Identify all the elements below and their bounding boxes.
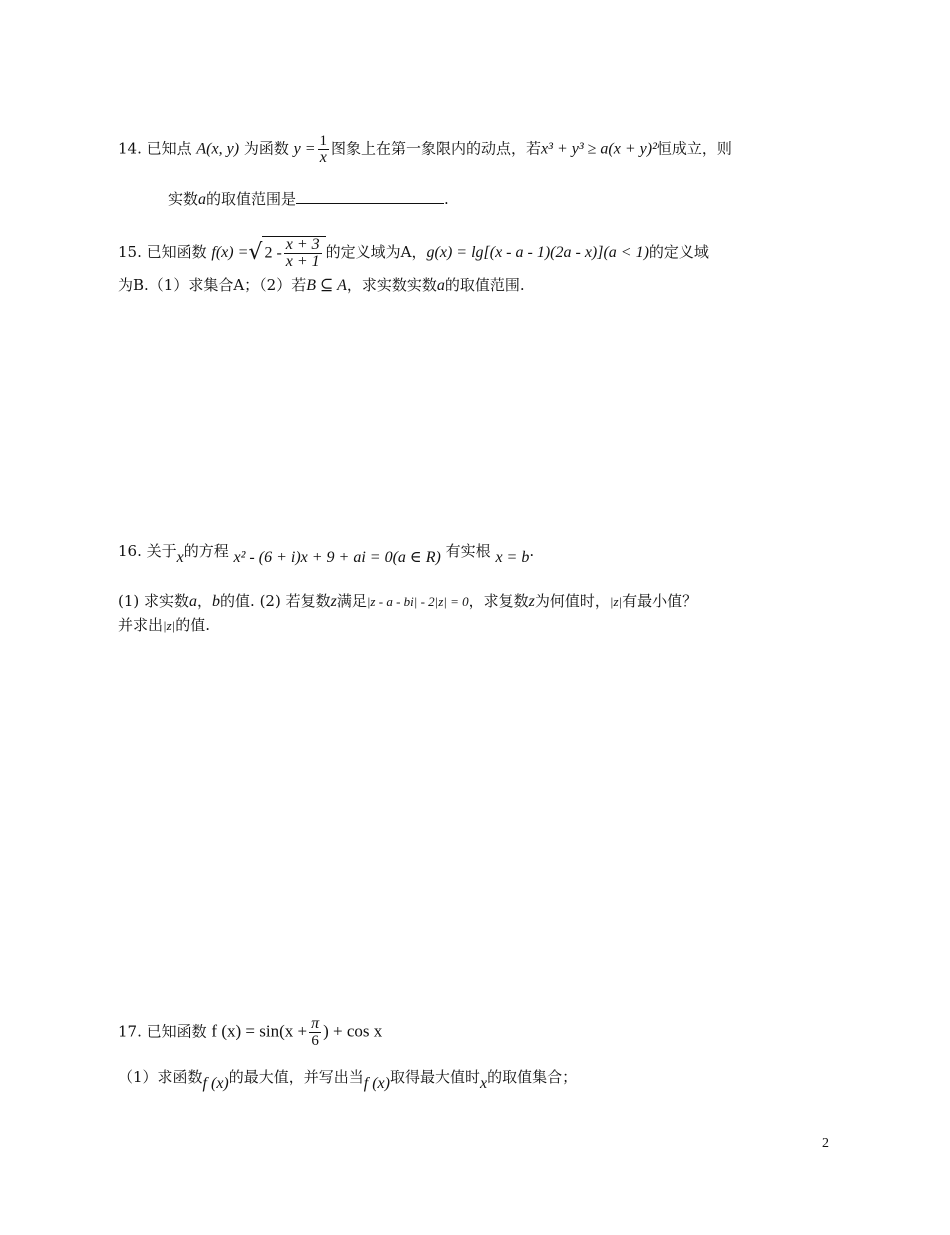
q14-period: . (444, 190, 449, 208)
fraction-numerator: π (311, 1015, 320, 1032)
q14-function-lhs: y = (293, 140, 316, 158)
fraction-denominator: x (319, 149, 327, 166)
q16-text: 的值. (175, 616, 211, 634)
fraction-numerator: 1 (319, 133, 328, 149)
q14-text: 图象上在第一象限内的动点，若 (331, 139, 542, 158)
q14-text: 恒成立，则 (656, 139, 732, 158)
question-14-line-2 (168, 188, 888, 211)
q14-text: 实数 (168, 190, 199, 208)
q15-text: 的取值范围. (444, 276, 525, 294)
q15-text: 的定义域 (648, 243, 709, 261)
q17-text: 的最大值，并写出当 (228, 1068, 364, 1086)
q17-fx: f (x) (202, 1075, 229, 1092)
q16-text: (1) 求实数 (118, 592, 190, 610)
q14-fraction (318, 133, 330, 166)
q16-condition: |z - a - bi| - 2|z| = 0 (366, 594, 469, 609)
q16-text: 有最小值？ (622, 592, 698, 610)
q17-text: （1）求函数 (118, 1068, 203, 1086)
q15-sqrt-body (262, 236, 325, 270)
q17-text: 取得最大值时 (389, 1068, 480, 1086)
question-16-line-3 (118, 614, 838, 637)
q16-text: 的值. (2) 若复数 (220, 592, 331, 610)
q16-root: x = b (495, 549, 530, 566)
q14-text: 为函数 (243, 139, 289, 158)
q15-fraction (284, 237, 322, 270)
q16-text: 为何值时， (534, 592, 610, 610)
question-15-line-1 (118, 236, 838, 270)
q15-text: 15. 已知函数 (118, 243, 207, 261)
fraction-denominator: x + 1 (285, 253, 320, 270)
q15-text: 为B.（1）求集合A；（2）若 (118, 276, 307, 294)
q16-text: 的方程 (183, 542, 229, 560)
sqrt-icon: √ (248, 240, 263, 265)
q17-text: 的取值集合； (487, 1068, 578, 1086)
question-17-line-2 (118, 1066, 838, 1092)
q17-function-lhs: f (x) = sin(x + (211, 1021, 308, 1041)
page-number: 2 (822, 1136, 829, 1151)
sqrt-prefix: 2 - (264, 244, 282, 262)
question-14-line-1 (118, 133, 838, 166)
q16-text: 有实根 (445, 542, 491, 560)
q14-point: A(x, y) (196, 140, 240, 158)
q17-function-rhs: ) + cos x (323, 1021, 383, 1041)
q17-fx: f (x) (363, 1075, 390, 1092)
q16-modulus: |z| (609, 594, 623, 609)
question-16-line-2 (118, 590, 838, 613)
q16-equation: x² - (6 + i)x + 9 + ai = 0(a ∈ R) (233, 549, 441, 566)
q15-text: ，求实数实数 (346, 276, 437, 294)
q16-modulus: |z| (163, 618, 176, 633)
question-15-line-2 (118, 274, 838, 297)
q16-text: ，求复数 (468, 592, 529, 610)
q15-subset: B ⊆ A (306, 277, 347, 294)
q15-text: 的定义域为A， (325, 243, 427, 261)
q16-text: 并求出 (118, 616, 164, 634)
q15-variable: a (436, 277, 445, 294)
q16-variable-z: z (528, 593, 535, 610)
q16-comma: ， (197, 592, 213, 610)
q16-period: . (529, 542, 535, 560)
q16-text: 16. 关于 (118, 542, 177, 560)
question-17-line-1 (118, 1016, 838, 1049)
answer-blank (296, 189, 444, 204)
q14-text: 的取值范围是 (206, 190, 297, 208)
q16-variable-z: z (330, 593, 337, 610)
q17-text: 17. 已知函数 (118, 1022, 207, 1041)
q14-text: 14. 已知点 (118, 139, 192, 158)
q16-text: 满足 (336, 592, 367, 610)
question-16-line-1 (118, 540, 838, 566)
fraction-numerator: x + 3 (285, 236, 320, 253)
q14-variable: a (198, 191, 207, 208)
fraction-denominator: 6 (311, 1033, 319, 1049)
q17-variable: x (479, 1075, 488, 1092)
q16-variable-b: b (212, 593, 221, 610)
q16-variable-a: a (189, 593, 198, 610)
q15-function-lhs: f(x) = (211, 244, 249, 261)
q17-fraction (309, 1016, 321, 1049)
q16-variable: x (176, 549, 184, 566)
q15-g-expression: g(x) = lg[(x - a - 1)(2a - x)](a < 1) (426, 244, 649, 261)
q14-inequality: x³ + y³ ≥ a(x + y)² (541, 140, 657, 158)
